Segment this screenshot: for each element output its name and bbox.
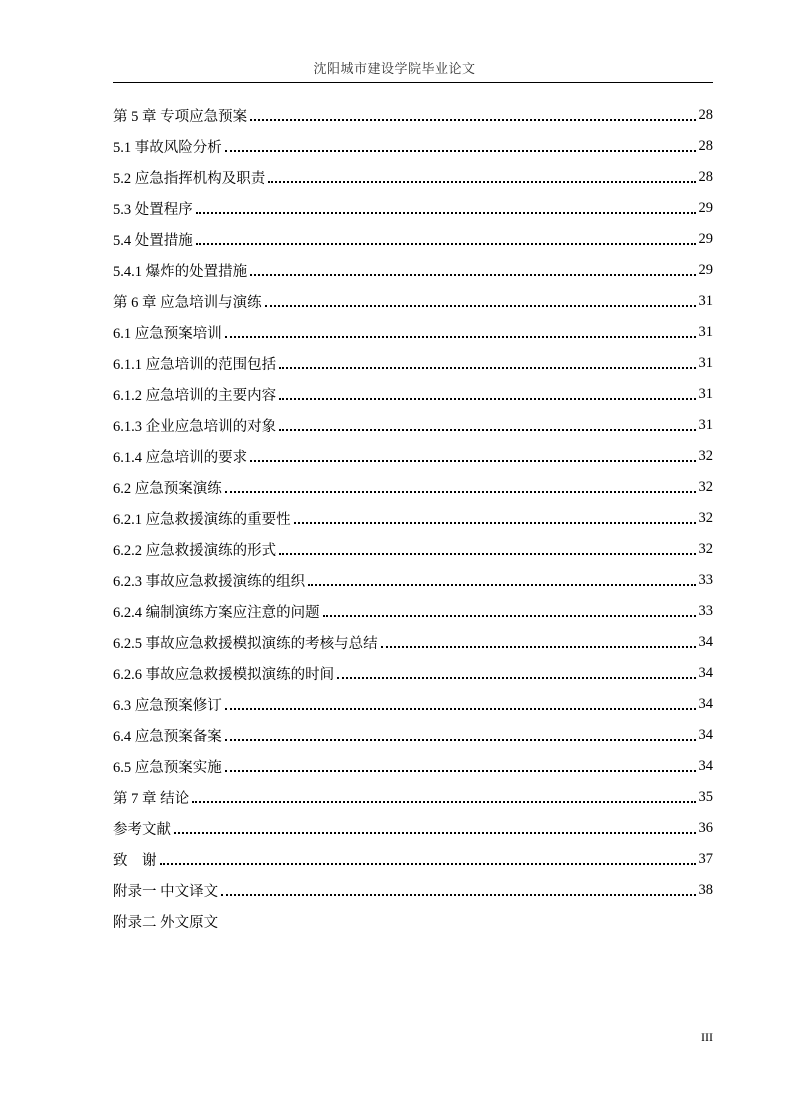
- toc-entry[interactable]: [113, 844, 713, 875]
- toc-dot-leader: [279, 553, 695, 555]
- toc-entry-title: 附录二 外文原文: [113, 915, 219, 931]
- toc-entry[interactable]: [113, 286, 713, 317]
- toc-entry[interactable]: [113, 875, 713, 906]
- toc-entry-page: 29: [698, 262, 713, 278]
- toc-dot-leader: [192, 801, 695, 803]
- toc-entry[interactable]: [113, 410, 713, 441]
- toc-entry-title: 5.3 处置程序: [113, 202, 193, 218]
- toc-entry-title: 6.1.1 应急培训的范围包括: [113, 357, 277, 373]
- toc-entry[interactable]: [113, 193, 713, 224]
- toc-entry-page: 29: [698, 231, 713, 247]
- toc-dot-leader: [221, 894, 695, 896]
- toc-entry-title: 6.2.3 事故应急救援演练的组织: [113, 574, 306, 590]
- toc-entry[interactable]: [113, 534, 713, 565]
- toc-entry[interactable]: [113, 751, 713, 782]
- toc-entry[interactable]: [113, 162, 713, 193]
- toc-entry-title: 第 5 章 专项应急预案: [113, 109, 248, 125]
- table-of-contents: [113, 100, 713, 937]
- page-header-title: 沈阳城市建设学院毕业论文: [313, 61, 476, 76]
- toc-entry[interactable]: [113, 317, 713, 348]
- toc-entry-title: 6.1 应急预案培训: [113, 326, 222, 342]
- toc-dot-leader: [308, 584, 695, 586]
- toc-dot-leader: [225, 770, 696, 772]
- toc-entry-page: 31: [698, 293, 713, 309]
- toc-entry[interactable]: [113, 348, 713, 379]
- toc-entry-title: 6.2.4 编制演练方案应注意的问题: [113, 605, 320, 621]
- toc-entry-title: 5.1 事故风险分析: [113, 140, 222, 156]
- toc-entry[interactable]: [113, 441, 713, 472]
- toc-entry-page: 38: [698, 882, 713, 898]
- toc-entry-page: 34: [698, 696, 713, 712]
- toc-entry[interactable]: [113, 565, 713, 596]
- toc-entry-page: 32: [698, 448, 713, 464]
- toc-entry-title: 6.2.1 应急救援演练的重要性: [113, 512, 291, 528]
- toc-entry-title: 6.1.4 应急培训的要求: [113, 450, 248, 466]
- toc-entry-page: 34: [698, 665, 713, 681]
- toc-dot-leader: [196, 212, 696, 214]
- toc-entry-title: 6.2.2 应急救援演练的形式: [113, 543, 277, 559]
- toc-entry-page: 31: [698, 324, 713, 340]
- toc-dot-leader: [225, 336, 696, 338]
- toc-entry-page: 31: [698, 417, 713, 433]
- toc-dot-leader: [225, 491, 696, 493]
- toc-entry[interactable]: [113, 255, 713, 286]
- toc-dot-leader: [225, 739, 696, 741]
- toc-entry-page: 34: [698, 727, 713, 743]
- toc-dot-leader: [381, 646, 696, 648]
- toc-entry-title: 5.4 处置措施: [113, 233, 193, 249]
- toc-entry[interactable]: [113, 503, 713, 534]
- toc-entry-page: 28: [698, 107, 713, 123]
- toc-dot-leader: [279, 367, 695, 369]
- toc-entry-page: 28: [698, 138, 713, 154]
- toc-entry-title: 6.3 应急预案修订: [113, 698, 222, 714]
- toc-entry-page: 33: [698, 603, 713, 619]
- toc-dot-leader: [225, 708, 696, 710]
- toc-entry-page: 29: [698, 200, 713, 216]
- toc-entry-title: 参考文献: [113, 822, 171, 838]
- toc-entry-page: 33: [698, 572, 713, 588]
- toc-entry[interactable]: [113, 906, 713, 937]
- toc-entry-title: 第 7 章 结论: [113, 791, 190, 807]
- toc-entry-page: 32: [698, 510, 713, 526]
- toc-entry[interactable]: [113, 720, 713, 751]
- toc-dot-leader: [196, 243, 696, 245]
- toc-entry[interactable]: [113, 472, 713, 503]
- toc-dot-leader: [250, 274, 695, 276]
- toc-dot-leader: [323, 615, 696, 617]
- header-divider: [113, 82, 713, 83]
- page-number: III: [701, 1030, 713, 1044]
- toc-entry[interactable]: [113, 379, 713, 410]
- toc-entry[interactable]: [113, 627, 713, 658]
- toc-entry-page: 34: [698, 634, 713, 650]
- toc-entry-title: 5.2 应急指挥机构及职责: [113, 171, 266, 187]
- toc-entry-page: 31: [698, 355, 713, 371]
- toc-entry-title: 6.2 应急预案演练: [113, 481, 222, 497]
- toc-dot-leader: [294, 522, 696, 524]
- toc-entry-title: 6.2.6 事故应急救援模拟演练的时间: [113, 667, 335, 683]
- toc-entry[interactable]: [113, 224, 713, 255]
- toc-entry-title: 6.1.3 企业应急培训的对象: [113, 419, 277, 435]
- toc-entry-title: 6.1.2 应急培训的主要内容: [113, 388, 277, 404]
- toc-entry-page: 28: [698, 169, 713, 185]
- toc-entry-page: 32: [698, 541, 713, 557]
- toc-dot-leader: [160, 863, 696, 865]
- toc-entry-title: 6.4 应急预案备案: [113, 729, 222, 745]
- toc-entry[interactable]: [113, 658, 713, 689]
- toc-dot-leader: [250, 119, 695, 121]
- toc-dot-leader: [225, 150, 696, 152]
- toc-entry-page: 36: [698, 820, 713, 836]
- toc-entry-page: 31: [698, 386, 713, 402]
- toc-dot-leader: [268, 181, 695, 183]
- toc-entry[interactable]: [113, 782, 713, 813]
- toc-dot-leader: [279, 398, 695, 400]
- toc-dot-leader: [337, 677, 695, 679]
- toc-entry-title: 5.4.1 爆炸的处置措施: [113, 264, 248, 280]
- toc-entry-title: 附录一 中文译文: [113, 884, 219, 900]
- toc-entry-page: 37: [698, 851, 713, 867]
- toc-entry[interactable]: [113, 131, 713, 162]
- toc-entry-title: 第 6 章 应急培训与演练: [113, 295, 262, 311]
- toc-entry[interactable]: [113, 100, 713, 131]
- toc-dot-leader: [250, 460, 695, 462]
- toc-dot-leader: [174, 832, 696, 834]
- toc-dot-leader: [265, 305, 696, 307]
- toc-entry-title: 6.2.5 事故应急救援模拟演练的考核与总结: [113, 636, 378, 652]
- toc-entry[interactable]: [113, 813, 713, 844]
- toc-entry-title: 6.5 应急预案实施: [113, 760, 222, 776]
- toc-dot-leader: [279, 429, 695, 431]
- toc-entry[interactable]: [113, 689, 713, 720]
- toc-entry-page: 35: [698, 789, 713, 805]
- toc-entry[interactable]: [113, 596, 713, 627]
- toc-entry-page: 32: [698, 479, 713, 495]
- toc-entry-page: 34: [698, 758, 713, 774]
- toc-entry-title: 致 谢: [113, 853, 157, 869]
